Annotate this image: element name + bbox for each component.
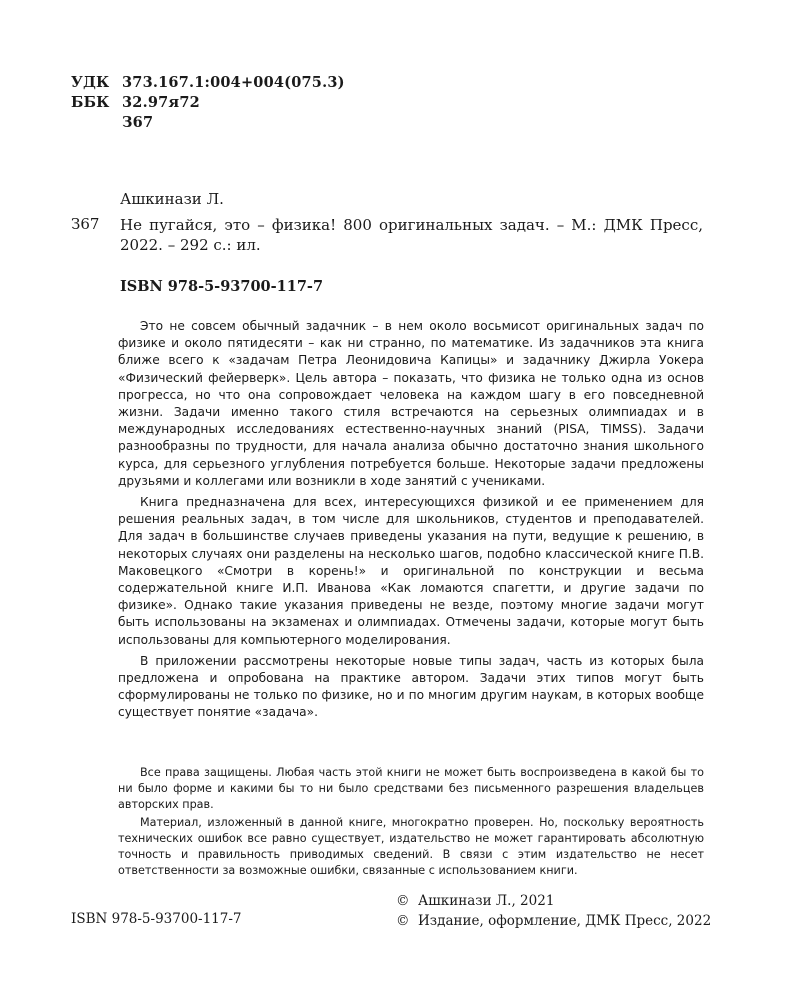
udk-label: УДК: [71, 74, 110, 91]
copyright-symbol: ©: [396, 893, 410, 909]
bib-description: Не пугайся, это – физика! 800 оригинальных задач. – М.: ДМК Пресс, 2022. – 292 с.: ил.: [120, 216, 703, 254]
annotation-paragraph: Это не совсем обычный задачник – в нем около восьмисот оригинальных задач по физике и около пятидесяти – как ни странно, по математике. Из задачников эта книга ближе всего к «задачам Петра Леонидовича Капицы» и задачнику Джирла Уокера «Физический фейерверк». Цель автора – показать, что физика не только одна из основ прогресса, но что она сопровождает человека на каждом шагу в его повседневной жизни. Задачи именно такого стиля встречаются на серьезных олимпиадах и в международных исследованиях естественно-научных знаний (PISA, TIMSS). Задачи разнообразны по трудности, для начала анализа обычно достаточно знания школьного курса, для серьезного углубления потребуется больше. Некоторые задачи предложены друзьями и коллегами или возникли в ходе занятий с учениками.: [118, 319, 704, 488]
bbk-value: 32.97я72: [122, 94, 200, 111]
copyright-author: [396, 893, 554, 909]
copyright-symbol: ©: [396, 913, 410, 929]
bib-author-mark: З67: [71, 215, 100, 233]
rights-paragraph: Материал, изложенный в данной книге, многократно проверен. Но, поскольку вероятность технических ошибок все равно существует, издательство не может гарантировать абсолютную точность и правильность приводимых сведений. В связи с этим издательство не несет ответственности за возможные ошибки, связанные с использованием книги.: [118, 815, 704, 878]
annotation-paragraph: В приложении рассмотрены некоторые новые типы задач, часть из которых была предложена и опробована на практике автором. Задачи этих типов могут быть сформулированы не только по физике, но и по многим другим наукам, в которых вообще существует понятие «задача».: [118, 653, 704, 720]
bbk-row: [71, 94, 200, 111]
copyright-text: Ашкинази Л., 2021: [418, 893, 555, 909]
bbk-label: ББК: [71, 94, 110, 111]
udk-row: [71, 74, 345, 91]
copyright-text: Издание, оформление, ДМК Пресс, 2022: [418, 913, 712, 929]
isbn-main: ISBN 978-5-93700-117-7: [120, 278, 324, 295]
rights-notice: [118, 765, 704, 880]
annotation: [118, 318, 704, 726]
copyright-publisher: [396, 913, 711, 929]
author-name: Ашкинази Л.: [120, 190, 224, 208]
author-mark-value: З67: [122, 114, 154, 131]
author-mark-row: [71, 114, 153, 131]
rights-paragraph: Все права защищены. Любая часть этой книги не может быть воспроизведена в какой бы то ни было форме и какими бы то ни было средствами без письменного разрешения владельцев авторских прав.: [118, 766, 704, 812]
isbn-bottom: ISBN 978-5-93700-117-7: [71, 911, 242, 927]
udk-value: 373.167.1:004+004(075.3): [122, 74, 345, 91]
annotation-paragraph: Книга предназначена для всех, интересующихся физикой и ее применением для решения реальных задач, в том числе для школьников, студентов и преподавателей. Для задач в большинстве случаев приведены указания на пути, ведущие к решению, в некоторых случаях они разделены на несколько шагов, подобно классической книге П.В. Маковецкого «Смотри в корень!» и оригинальной по конструкции и весьма содержательной книге И.П. Иванова «Как ломаются спагетти, и другие задачи по физике». Однако такие указания приведены не везде, поэтому многие задачи могут быть использованы на экзаменах и олимпиадах. Отмечены задачи, которые могут быть использованы для компьютерного моделирования.: [118, 495, 704, 647]
